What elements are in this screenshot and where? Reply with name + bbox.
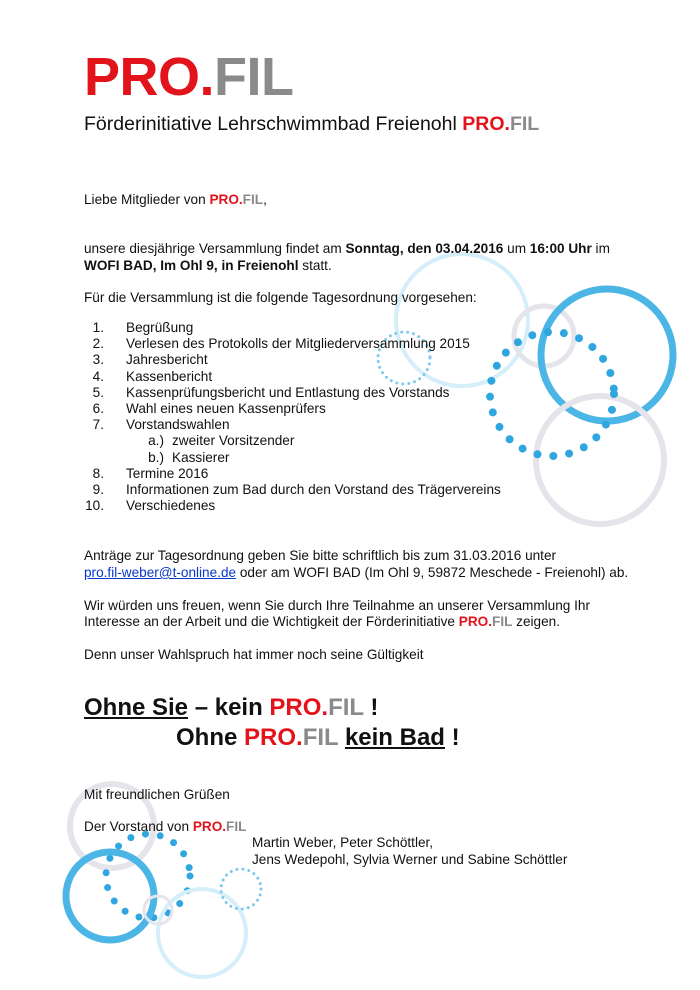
requests-line-2 bbox=[84, 564, 628, 581]
subtitle-text: Förderinitiative Lehrschwimmbad Freienohl bbox=[84, 113, 463, 135]
brand-fil: FIL bbox=[302, 724, 339, 751]
agenda-sub-letter: b.) bbox=[148, 449, 164, 465]
email-link[interactable]: pro.fil-weber@t-online.de bbox=[84, 565, 237, 580]
brand-fil: FIL bbox=[226, 819, 247, 834]
brand-pro: PRO. bbox=[209, 192, 243, 207]
slogan-text: – kein bbox=[188, 694, 270, 721]
participation-line-1: Wir würden uns freuen, wenn Sie durch Ihre Teilnahme an unserer Versammlung Ihr bbox=[84, 598, 590, 613]
invitation-text: im bbox=[591, 241, 610, 256]
subtitle bbox=[84, 112, 539, 136]
agenda-number: 5. bbox=[92, 384, 104, 400]
slogan-text: Ohne bbox=[176, 724, 245, 751]
agenda-text: Verlesen des Protokolls der Mitgliederversammlung 2015 bbox=[126, 336, 470, 352]
requests-text: oder am WOFI BAD (Im Ohl 9, 59872 Meschede - Freienohl) ab. bbox=[236, 565, 629, 580]
participation-line-2 bbox=[84, 613, 560, 630]
brand-pro: PRO. bbox=[192, 819, 227, 834]
slogan-text bbox=[338, 724, 345, 751]
greeting-text: Liebe Mitglieder von bbox=[84, 192, 210, 207]
board-line bbox=[84, 818, 246, 835]
agenda-number: 7. bbox=[92, 417, 104, 433]
agenda-number: 2. bbox=[92, 336, 104, 352]
brand-fil: FIL bbox=[242, 192, 264, 207]
agenda-text: Informationen zum Bad durch den Vorstand des Trägervereins bbox=[126, 481, 501, 497]
agenda-number: 10. bbox=[85, 498, 104, 514]
logo-pro: PRO. bbox=[84, 47, 215, 107]
greeting bbox=[84, 191, 267, 208]
signers-line-2: Jens Wedepohl, Sylvia Werner und Sabine Schöttler bbox=[252, 852, 568, 867]
agenda-number: 4. bbox=[92, 368, 104, 384]
logo bbox=[84, 46, 294, 108]
agenda-text: Begrüßung bbox=[126, 320, 194, 335]
slogan-text: ! bbox=[363, 694, 379, 721]
agenda-number: 3. bbox=[92, 352, 104, 368]
brand-pro: PRO. bbox=[244, 724, 303, 751]
brand-fil: FIL bbox=[492, 614, 513, 629]
signers-line-1: Martin Weber, Peter Schöttler, bbox=[252, 835, 434, 850]
agenda-sub-letter: a.) bbox=[148, 433, 164, 449]
closing: Mit freundlichen Grüßen bbox=[84, 787, 230, 802]
light-blue-circle bbox=[396, 254, 528, 386]
motto-intro: Denn unser Wahlspruch hat immer noch seine Gültigkeit bbox=[84, 647, 424, 662]
invitation-text: um bbox=[503, 241, 530, 256]
requests-line-1: Anträge zur Tagesordnung geben Sie bitte schriftlich bis zum 31.03.2016 unter bbox=[84, 548, 557, 563]
invitation-line-2 bbox=[84, 257, 332, 274]
agenda-text: Verschiedenes bbox=[126, 498, 216, 514]
invitation-line-1 bbox=[84, 240, 610, 257]
brand-fil: FIL bbox=[328, 694, 364, 721]
agenda-text: Kassenbericht bbox=[126, 368, 213, 384]
large-grey-circle bbox=[536, 396, 664, 524]
slogan-line-1 bbox=[84, 694, 378, 722]
meeting-date: Sonntag, den 03.04.2016 bbox=[345, 241, 504, 256]
invitation-text: statt. bbox=[298, 258, 332, 273]
bottom-small-dotted-ring bbox=[221, 869, 261, 909]
participation-text: zeigen. bbox=[512, 614, 561, 629]
board-text: Der Vorstand von bbox=[84, 819, 193, 834]
agenda-text: Termine 2016 bbox=[126, 465, 209, 481]
brand-pro: PRO. bbox=[269, 694, 329, 721]
slogan-text: kein Bad bbox=[344, 724, 445, 751]
agenda-text: Jahresbericht bbox=[126, 352, 208, 368]
agenda-text: Wahl eines neuen Kassenprüfers bbox=[126, 400, 326, 416]
agenda-text: zweiter Vorsitzender bbox=[172, 433, 295, 449]
brand-fil: FIL bbox=[509, 113, 540, 135]
agenda-number: 8. bbox=[92, 465, 104, 481]
meeting-time: 16:00 Uhr bbox=[529, 241, 592, 256]
brand-pro: PRO. bbox=[462, 113, 510, 135]
decorative-circles-bottom bbox=[66, 784, 261, 977]
agenda-text: Vorstandswahlen bbox=[126, 417, 230, 433]
agenda-text: Kassenprüfungsbericht und Entlastung des Vorstands bbox=[126, 384, 450, 400]
slogan-line-2 bbox=[176, 724, 460, 752]
agenda-number: 1. bbox=[92, 320, 104, 335]
large-blue-circle bbox=[541, 289, 673, 421]
agenda-number: 6. bbox=[92, 400, 104, 416]
invitation-text: unsere diesjährige Versammlung findet am bbox=[84, 241, 346, 256]
slogan-text: Ohne Sie bbox=[84, 694, 189, 721]
slogan-text: ! bbox=[444, 724, 460, 751]
agenda-intro: Für die Versammlung ist die folgende Tagesordnung vorgesehen: bbox=[84, 290, 477, 305]
logo-fil: FIL bbox=[214, 47, 294, 107]
agenda-number: 9. bbox=[92, 481, 104, 497]
agenda-text: Kassierer bbox=[172, 449, 230, 465]
participation-text: Interesse an der Arbeit und die Wichtigkeit der Förderinitiative bbox=[84, 614, 459, 629]
greeting-suffix: , bbox=[263, 192, 267, 207]
meeting-place: WOFI BAD, Im Ohl 9, in Freienohl bbox=[84, 258, 299, 273]
brand-pro: PRO. bbox=[458, 614, 493, 629]
